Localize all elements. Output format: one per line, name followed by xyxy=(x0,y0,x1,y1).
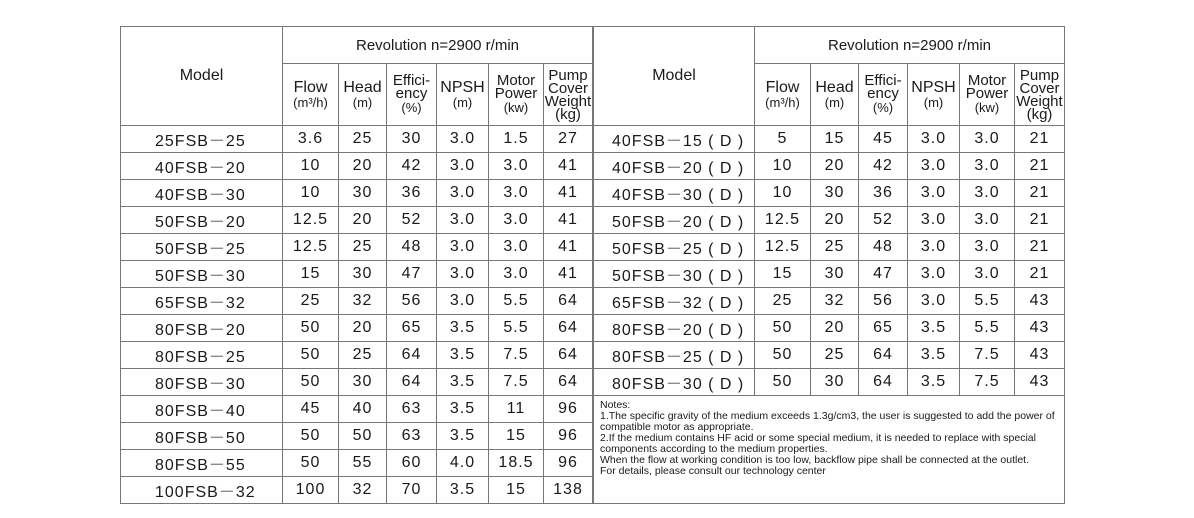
table-row xyxy=(121,369,593,396)
table-row xyxy=(121,342,593,369)
head-cell: 55 xyxy=(339,450,387,477)
flow-cell: 50 xyxy=(283,423,339,450)
npsh-cell: 3.5 xyxy=(437,342,489,369)
motor-power-cell: 18.5 xyxy=(489,450,544,477)
table-row xyxy=(121,450,593,477)
head-cell: 20 xyxy=(339,153,387,180)
model-cell: 50FSB－30 ( D ) xyxy=(594,261,755,288)
table-row xyxy=(594,153,1065,180)
revolution-header: Revolution n=2900 r/min xyxy=(283,27,593,64)
efficiency-cell: 36 xyxy=(859,180,908,207)
flow-cell: 50 xyxy=(283,342,339,369)
npsh-cell: 3.5 xyxy=(908,315,960,342)
efficiency-cell: 65 xyxy=(387,315,437,342)
weight-cell: 96 xyxy=(544,396,593,423)
head-cell: 32 xyxy=(339,288,387,315)
motor-power-cell: 3.0 xyxy=(489,234,544,261)
flow-cell: 15 xyxy=(755,261,811,288)
weight-cell: 21 xyxy=(1015,126,1065,153)
model-cell: 40FSB－20 xyxy=(121,153,283,180)
motor-power-cell: 3.0 xyxy=(960,207,1015,234)
weight-cell: 21 xyxy=(1015,261,1065,288)
flow-cell: 50 xyxy=(283,315,339,342)
efficiency-cell: 48 xyxy=(859,234,908,261)
efficiency-cell: 70 xyxy=(387,477,437,504)
flow-cell: 3.6 xyxy=(283,126,339,153)
efficiency-cell: 64 xyxy=(387,369,437,396)
table-row xyxy=(594,234,1065,261)
motor-power-cell: 5.5 xyxy=(960,288,1015,315)
efficiency-cell: 45 xyxy=(859,126,908,153)
flow-cell: 50 xyxy=(755,342,811,369)
npsh-cell: 3.0 xyxy=(437,234,489,261)
weight-cell: 138 xyxy=(544,477,593,504)
weight-cell: 43 xyxy=(1015,288,1065,315)
motor-power-cell: 3.0 xyxy=(960,126,1015,153)
head-cell: 25 xyxy=(339,234,387,261)
flow-cell: 10 xyxy=(755,153,811,180)
table-row xyxy=(121,153,593,180)
head-cell: 20 xyxy=(811,315,859,342)
revolution-header: Revolution n=2900 r/min xyxy=(755,27,1065,64)
motor-power-cell: 7.5 xyxy=(960,342,1015,369)
motor-power-cell: 15 xyxy=(489,423,544,450)
table-row xyxy=(121,126,593,153)
head-cell: 30 xyxy=(339,261,387,288)
head-cell: 32 xyxy=(811,288,859,315)
table-row xyxy=(121,288,593,315)
flow-cell: 25 xyxy=(755,288,811,315)
model-cell: 65FSB－32 xyxy=(121,288,283,315)
note-line: 2.If the medium contains HF acid or some special medium, it is needed to replace with special components according to the medium properties. xyxy=(600,432,1036,455)
efficiency-cell: 63 xyxy=(387,396,437,423)
npsh-cell: 3.0 xyxy=(437,288,489,315)
weight-cell: 27 xyxy=(544,126,593,153)
motor-power-cell: 3.0 xyxy=(960,234,1015,261)
flow-cell: 50 xyxy=(755,369,811,396)
weight-cell: 64 xyxy=(544,315,593,342)
motor-power-cell: 5.5 xyxy=(489,288,544,315)
npsh-cell: 3.0 xyxy=(908,261,960,288)
flow-cell: 5 xyxy=(755,126,811,153)
head-cell: 50 xyxy=(339,423,387,450)
motor-power-cell: 3.0 xyxy=(489,207,544,234)
model-cell: 40FSB－30 ( D ) xyxy=(594,180,755,207)
npsh-cell: 3.5 xyxy=(437,315,489,342)
table-row xyxy=(121,261,593,288)
motor-power-cell: 7.5 xyxy=(489,369,544,396)
model-cell: 80FSB－50 xyxy=(121,423,283,450)
head-header: Head (m) xyxy=(339,64,387,126)
model-cell: 65FSB－32 ( D ) xyxy=(594,288,755,315)
npsh-cell: 3.5 xyxy=(908,342,960,369)
flow-cell: 50 xyxy=(755,315,811,342)
head-header: Head (m) xyxy=(811,64,859,126)
npsh-cell: 3.5 xyxy=(437,423,489,450)
npsh-cell: 3.0 xyxy=(908,234,960,261)
head-cell: 32 xyxy=(339,477,387,504)
head-cell: 25 xyxy=(811,342,859,369)
npsh-cell: 3.0 xyxy=(437,153,489,180)
model-header: Model xyxy=(121,27,283,126)
weight-cell: 64 xyxy=(544,288,593,315)
weight-cell: 64 xyxy=(544,342,593,369)
efficiency-cell: 64 xyxy=(387,342,437,369)
table-row xyxy=(594,126,1065,153)
head-cell: 25 xyxy=(811,234,859,261)
efficiency-cell: 42 xyxy=(859,153,908,180)
model-cell: 50FSB－20 ( D ) xyxy=(594,207,755,234)
flow-cell: 10 xyxy=(755,180,811,207)
note-line: 1.The specific gravity of the medium exceeds 1.3g/cm3, the user is suggested to add the power of compatible motor as appropriate. xyxy=(600,410,1055,433)
model-cell: 40FSB－30 xyxy=(121,180,283,207)
model-cell: 40FSB－20 ( D ) xyxy=(594,153,755,180)
weight-cell: 41 xyxy=(544,207,593,234)
head-cell: 40 xyxy=(339,396,387,423)
efficiency-cell: 64 xyxy=(859,369,908,396)
weight-cell: 21 xyxy=(1015,234,1065,261)
weight-cell: 64 xyxy=(544,369,593,396)
motor-power-cell: 3.0 xyxy=(960,153,1015,180)
flow-cell: 45 xyxy=(283,396,339,423)
motor-power-header: Motor Power (kw) xyxy=(489,64,544,126)
efficiency-cell: 36 xyxy=(387,180,437,207)
npsh-cell: 3.0 xyxy=(908,207,960,234)
table-row xyxy=(121,180,593,207)
table-row xyxy=(121,396,593,423)
model-cell: 80FSB－20 ( D ) xyxy=(594,315,755,342)
motor-power-header: Motor Power (kw) xyxy=(960,64,1015,126)
efficiency-cell: 52 xyxy=(387,207,437,234)
model-cell: 50FSB－20 xyxy=(121,207,283,234)
head-cell: 30 xyxy=(811,261,859,288)
note-line: When the flow at working condition is too low, backflow pipe shall be connected at the outlet. xyxy=(600,454,1030,466)
table-row xyxy=(121,234,593,261)
model-cell: 100FSB－32 xyxy=(121,477,283,504)
efficiency-cell: 52 xyxy=(859,207,908,234)
pump-spec-tables xyxy=(120,26,1065,504)
head-cell: 20 xyxy=(339,315,387,342)
table-row xyxy=(594,369,1065,396)
weight-cell: 41 xyxy=(544,261,593,288)
weight-cell: 21 xyxy=(1015,153,1065,180)
efficiency-cell: 47 xyxy=(859,261,908,288)
weight-cell: 21 xyxy=(1015,207,1065,234)
motor-power-cell: 3.0 xyxy=(960,261,1015,288)
efficiency-cell: 65 xyxy=(859,315,908,342)
head-cell: 25 xyxy=(339,126,387,153)
model-cell: 80FSB－55 xyxy=(121,450,283,477)
efficiency-cell: 48 xyxy=(387,234,437,261)
flow-cell: 12.5 xyxy=(755,207,811,234)
model-cell: 80FSB－30 xyxy=(121,369,283,396)
model-cell: 50FSB－25 ( D ) xyxy=(594,234,755,261)
flow-cell: 50 xyxy=(283,450,339,477)
efficiency-cell: 30 xyxy=(387,126,437,153)
motor-power-cell: 11 xyxy=(489,396,544,423)
npsh-cell: 3.0 xyxy=(908,126,960,153)
flow-cell: 15 xyxy=(283,261,339,288)
spec-table-left xyxy=(120,26,593,504)
motor-power-cell: 3.0 xyxy=(489,261,544,288)
flow-header: Flow (m³/h) xyxy=(283,64,339,126)
note-line: For details, please consult our technology center xyxy=(600,465,826,477)
npsh-cell: 3.0 xyxy=(437,126,489,153)
npsh-cell: 3.0 xyxy=(437,180,489,207)
table-row xyxy=(121,207,593,234)
head-cell: 30 xyxy=(811,369,859,396)
head-cell: 20 xyxy=(811,207,859,234)
efficiency-cell: 42 xyxy=(387,153,437,180)
weight-cell: 41 xyxy=(544,234,593,261)
model-cell: 80FSB－40 xyxy=(121,396,283,423)
model-header: Model xyxy=(594,27,755,126)
npsh-cell: 3.0 xyxy=(908,288,960,315)
flow-cell: 25 xyxy=(283,288,339,315)
pump-cover-weight-header: Pump Cover Weight (kg) xyxy=(544,64,593,126)
npsh-cell: 4.0 xyxy=(437,450,489,477)
head-cell: 25 xyxy=(339,342,387,369)
spec-table-right xyxy=(593,26,1065,504)
npsh-cell: 3.5 xyxy=(437,369,489,396)
model-cell: 80FSB－25 ( D ) xyxy=(594,342,755,369)
notes-row xyxy=(594,396,1065,422)
motor-power-cell: 7.5 xyxy=(489,342,544,369)
notes-block xyxy=(594,396,1065,504)
npsh-cell: 3.0 xyxy=(908,180,960,207)
efficiency-cell: 56 xyxy=(387,288,437,315)
flow-cell: 12.5 xyxy=(283,234,339,261)
efficiency-cell: 63 xyxy=(387,423,437,450)
npsh-header: NPSH (m) xyxy=(437,64,489,126)
model-cell: 80FSB－20 xyxy=(121,315,283,342)
npsh-cell: 3.5 xyxy=(908,369,960,396)
weight-cell: 96 xyxy=(544,423,593,450)
motor-power-cell: 5.5 xyxy=(960,315,1015,342)
efficiency-header: Effici- ency (%) xyxy=(859,64,908,126)
npsh-cell: 3.0 xyxy=(437,207,489,234)
weight-cell: 43 xyxy=(1015,342,1065,369)
weight-cell: 21 xyxy=(1015,180,1065,207)
table-row xyxy=(594,315,1065,342)
weight-cell: 96 xyxy=(544,450,593,477)
model-cell: 80FSB－30 ( D ) xyxy=(594,369,755,396)
model-cell: 50FSB－30 xyxy=(121,261,283,288)
table-row xyxy=(121,315,593,342)
table-row xyxy=(121,477,593,504)
weight-cell: 41 xyxy=(544,153,593,180)
motor-power-cell: 15 xyxy=(489,477,544,504)
flow-header: Flow (m³/h) xyxy=(755,64,811,126)
flow-cell: 10 xyxy=(283,153,339,180)
table-row xyxy=(121,423,593,450)
motor-power-cell: 3.0 xyxy=(489,180,544,207)
motor-power-cell: 5.5 xyxy=(489,315,544,342)
head-cell: 30 xyxy=(339,369,387,396)
efficiency-cell: 60 xyxy=(387,450,437,477)
npsh-cell: 3.0 xyxy=(908,153,960,180)
efficiency-cell: 64 xyxy=(859,342,908,369)
head-cell: 30 xyxy=(339,180,387,207)
head-cell: 20 xyxy=(811,153,859,180)
efficiency-cell: 47 xyxy=(387,261,437,288)
table-row xyxy=(594,288,1065,315)
table-row xyxy=(594,180,1065,207)
model-cell: 50FSB－25 xyxy=(121,234,283,261)
flow-cell: 10 xyxy=(283,180,339,207)
efficiency-header: Effici- ency (%) xyxy=(387,64,437,126)
weight-cell: 43 xyxy=(1015,315,1065,342)
head-cell: 30 xyxy=(811,180,859,207)
motor-power-cell: 1.5 xyxy=(489,126,544,153)
flow-cell: 100 xyxy=(283,477,339,504)
model-cell: 80FSB－25 xyxy=(121,342,283,369)
motor-power-cell: 7.5 xyxy=(960,369,1015,396)
head-cell: 15 xyxy=(811,126,859,153)
npsh-cell: 3.0 xyxy=(437,261,489,288)
flow-cell: 12.5 xyxy=(283,207,339,234)
table-row xyxy=(594,261,1065,288)
table-row xyxy=(594,207,1065,234)
npsh-cell: 3.5 xyxy=(437,396,489,423)
flow-cell: 50 xyxy=(283,369,339,396)
weight-cell: 41 xyxy=(544,180,593,207)
npsh-cell: 3.5 xyxy=(437,477,489,504)
table-row xyxy=(594,342,1065,369)
npsh-header: NPSH (m) xyxy=(908,64,960,126)
motor-power-cell: 3.0 xyxy=(960,180,1015,207)
weight-cell: 43 xyxy=(1015,369,1065,396)
model-cell: 40FSB－15 ( D ) xyxy=(594,126,755,153)
head-cell: 20 xyxy=(339,207,387,234)
flow-cell: 12.5 xyxy=(755,234,811,261)
efficiency-cell: 56 xyxy=(859,288,908,315)
note-line: Notes: xyxy=(600,399,631,411)
motor-power-cell: 3.0 xyxy=(489,153,544,180)
model-cell: 25FSB－25 xyxy=(121,126,283,153)
pump-cover-weight-header: Pump Cover Weight (kg) xyxy=(1015,64,1065,126)
